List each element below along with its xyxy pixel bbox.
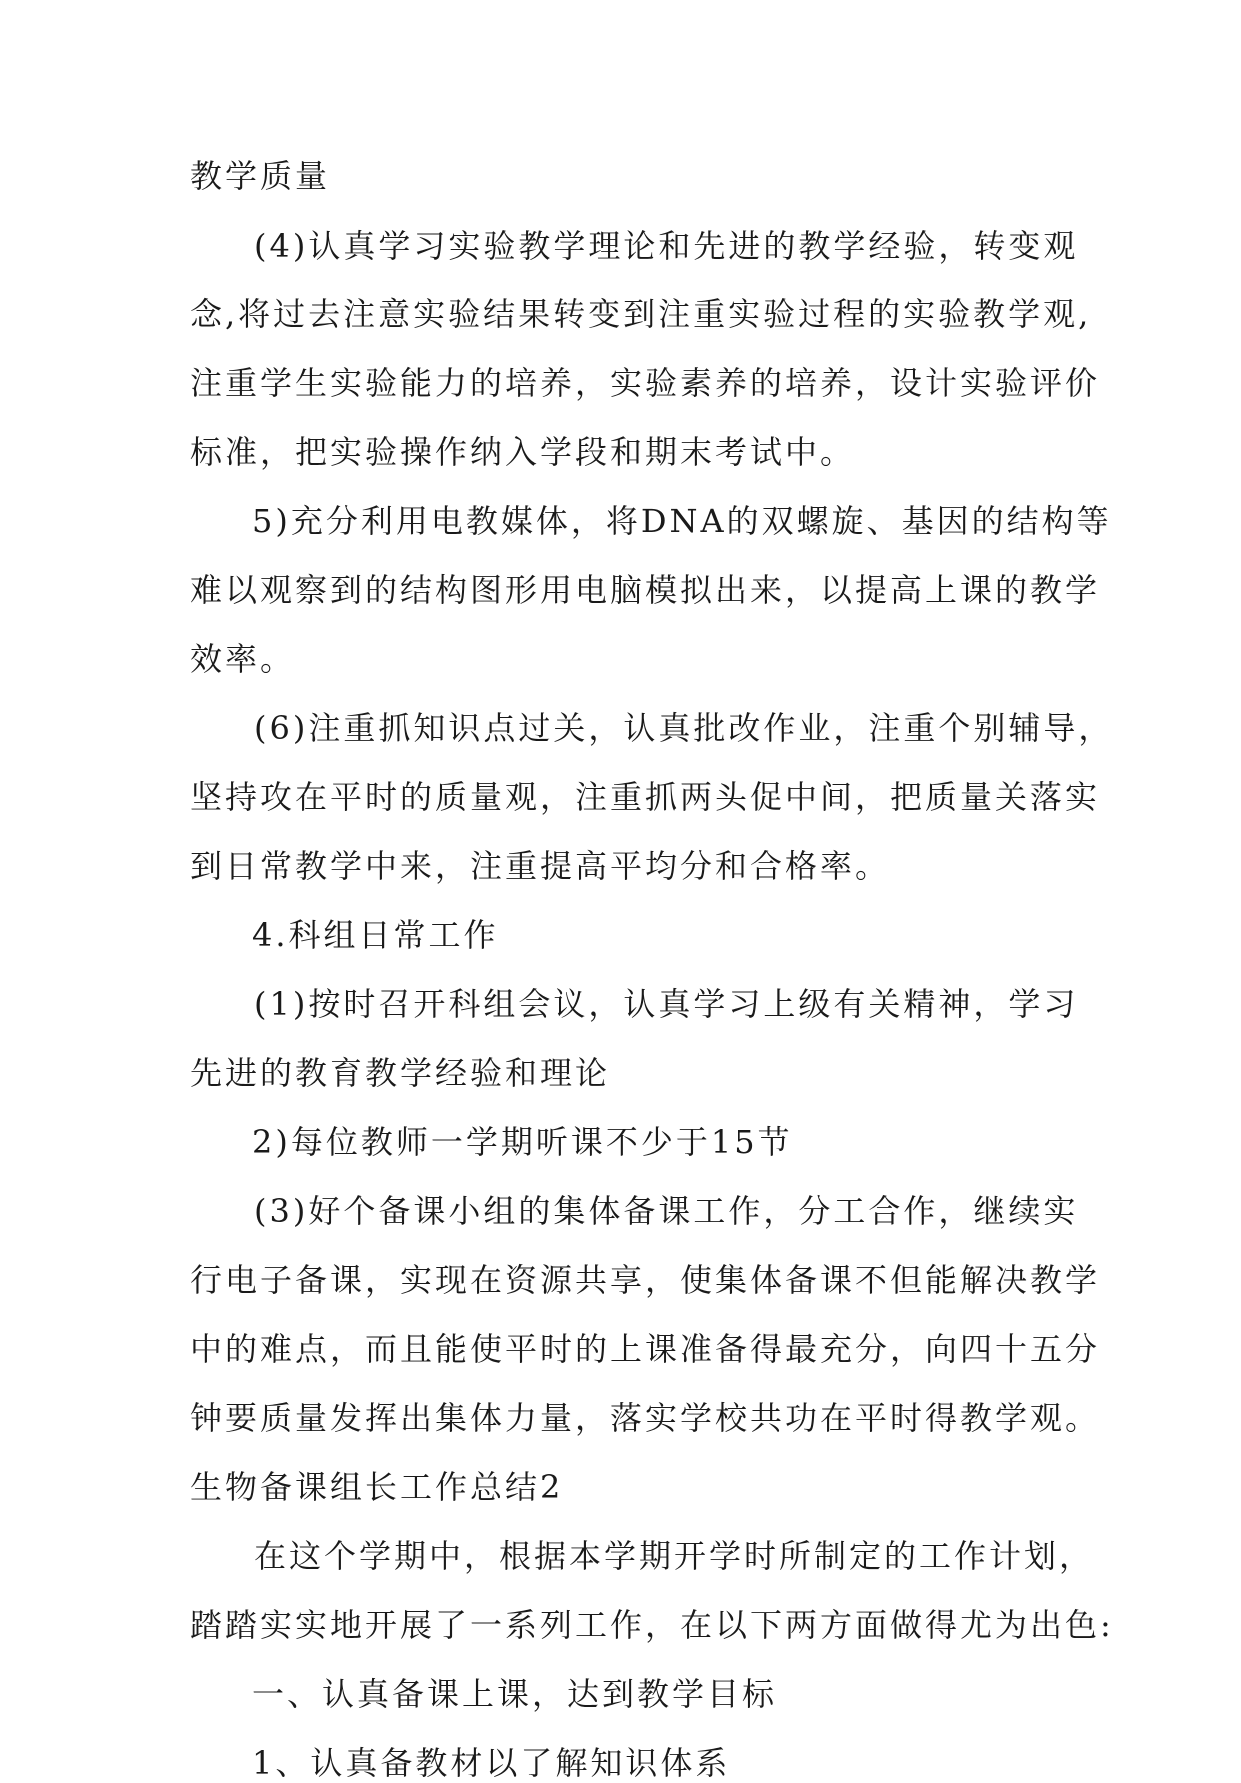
document-title: 生物备课组长工作总结2 xyxy=(190,1468,564,1506)
text-line: (3)好个备课小组的集体备课工作，分工合作，继续实 xyxy=(254,1192,1079,1230)
text-line: 2)每位教师一学期听课不少于15节 xyxy=(252,1123,793,1161)
text-line: (6)注重抓知识点过关，认真批改作业，注重个别辅导， xyxy=(254,709,1114,747)
subsection-heading: 1、认真备教材以了解知识体系 xyxy=(252,1744,731,1782)
text-line: 效率。 xyxy=(190,640,296,678)
text-line: 注重学生实验能力的培养，实验素养的培养，设计实验评价 xyxy=(190,364,1101,402)
text-line: 踏踏实实地开展了一系列工作，在以下两方面做得尤为出色: xyxy=(190,1606,1114,1644)
text-line: (4)认真学习实验教学理论和先进的教学经验，转变观 xyxy=(254,227,1079,265)
text-line: 标准，把实验操作纳入学段和期末考试中。 xyxy=(190,433,856,471)
text-line: 5)充分利用电教媒体，将DNA的双螺旋、基因的结构等 xyxy=(252,502,1112,540)
text-line: 坚持攻在平时的质量观，注重抓两头促中间，把质量关落实 xyxy=(190,778,1101,816)
text-line: 钟要质量发挥出集体力量，落实学校共功在平时得教学观。 xyxy=(190,1399,1101,1437)
section-heading: 一、认真备课上课，达到教学目标 xyxy=(252,1675,778,1713)
section-heading: 4.科组日常工作 xyxy=(252,916,499,954)
text-line: 到日常教学中来，注重提高平均分和合格率。 xyxy=(190,847,891,885)
text-line: 在这个学期中，根据本学期开学时所制定的工作计划， xyxy=(254,1537,1095,1575)
text-line: 先进的教育教学经验和理论 xyxy=(190,1054,611,1092)
text-line: 教学质量 xyxy=(190,157,331,195)
text-line: 难以观察到的结构图形用电脑模拟出来，以提高上课的教学 xyxy=(190,571,1101,609)
text-line: 中的难点，而且能使平时的上课准备得最充分，向四十五分 xyxy=(190,1330,1101,1368)
text-line: (1)按时召开科组会议，认真学习上级有关精神，学习 xyxy=(254,985,1079,1023)
text-line: 行电子备课，实现在资源共享，使集体备课不但能解决教学 xyxy=(190,1261,1101,1299)
document-body xyxy=(190,156,1114,1783)
text-line: 念,将过去注意实验结果转变到注重实验过程的实验教学观, xyxy=(190,295,1092,333)
